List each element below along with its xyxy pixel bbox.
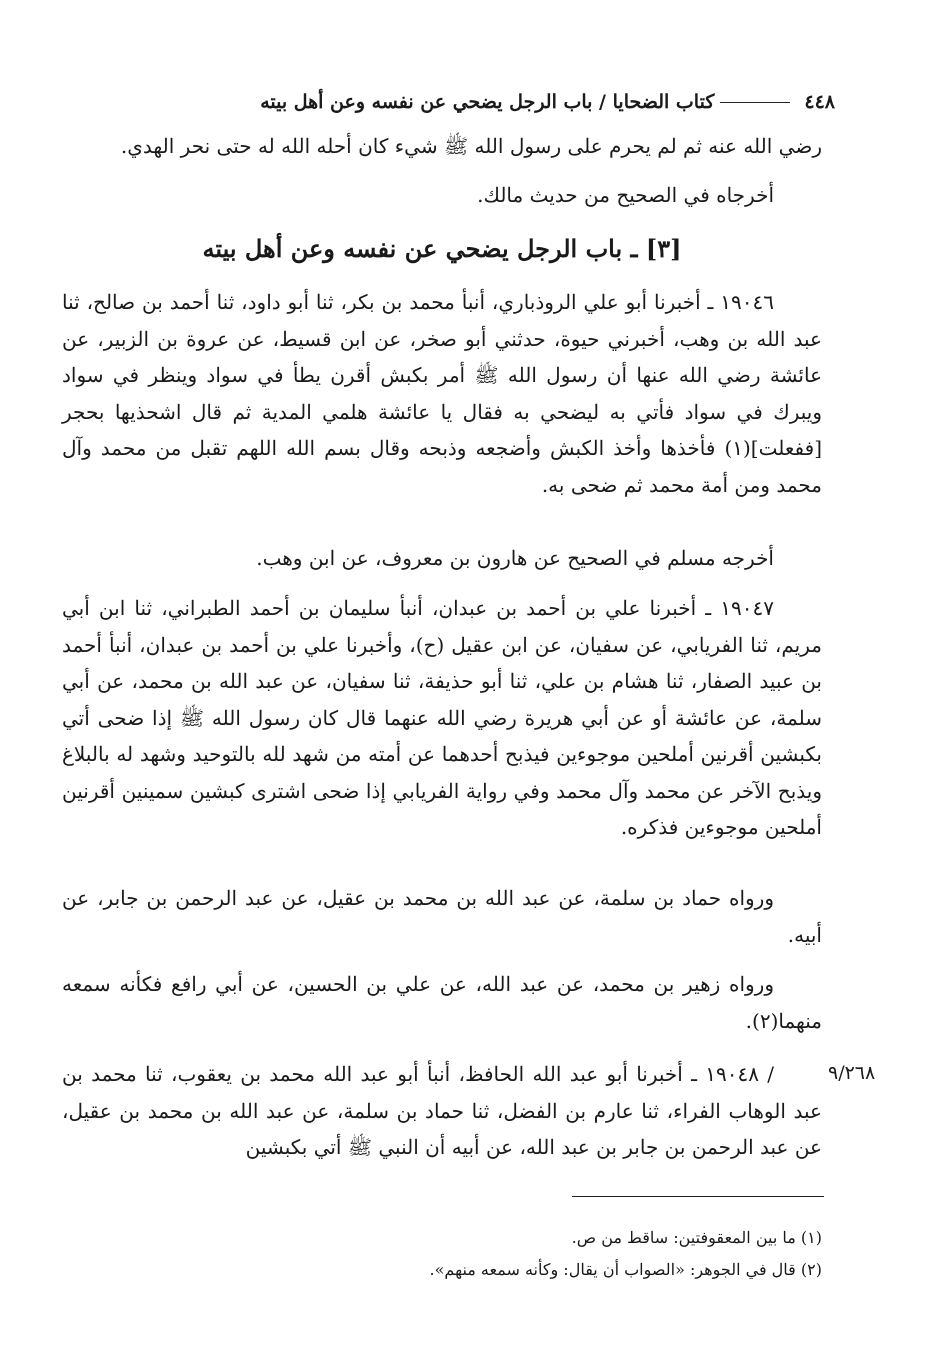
footnote-separator bbox=[572, 1196, 824, 1197]
hadith-19047: ١٩٠٤٧ ـ أخبرنا علي بن أحمد بن عبدان، أنبأ سليمان بن أحمد الطبراني، ثنا ابن أبي مريم، ثنا الفريابي، عن سفيان، عن ابن عقيل (ح)، وأخبرنا علي بن أحمد بن عبدان، أنبأ أحمد بن عبيد الصفار، ثنا هشام بن علي، ثنا أبو حذيفة، ثنا سفيان، عن عبد الله بن محمد، عن أبي سلمة، عن عائشة أو عن أبي هريرة رضي الله عنهما قال كان رسول الله ﷺ إذا ضحى أتي بكبشين أقرنين أملحين موجوءين فيذبح أحدهما عن أمته من شهد لله بالتوحيد وشهد له بالبلاغ ويذبح الآخر عن محمد وآل محمد وفي رواية الفريابي إذا ضحى اشترى كبشين سمينين أقرنين أملحين موجوءين فذكره. bbox=[62, 596, 822, 839]
margin-volume-page-note: ٩/٢٦٨ bbox=[828, 1062, 876, 1084]
paragraph-continuation: رضي الله عنه ثم لم يحرم على رسول الله ﷺ شيء كان أحله الله له حتى نحر الهدي. bbox=[120, 134, 822, 158]
paragraph-riwaya-2: ورواه زهير بن محمد، عن عبد الله، عن علي بن الحسين، عن أبي رافع فكأنه سمعه منهما(٢). bbox=[62, 972, 822, 1033]
footnotes bbox=[200, 1222, 822, 1286]
footnote-2: (٢) قال في الجوهر: «الصواب أن يقال: وكأنه سمعه منهم». bbox=[429, 1260, 822, 1279]
footnote-1: (١) ما بين المعقوفتين: ساقط من ص. bbox=[571, 1228, 822, 1247]
paragraph-takhrij-1: أخرجاه في الصحيح من حديث مالك. bbox=[477, 183, 774, 207]
header-rule bbox=[720, 102, 790, 103]
page-header bbox=[60, 82, 835, 122]
running-title: كتاب الضحايا / باب الرجل يضحي عن نفسه وعن أهل بيته bbox=[260, 91, 715, 113]
page-number: ٤٤٨ bbox=[804, 91, 835, 113]
section-heading: [٣] ـ باب الرجل يضحي عن نفسه وعن أهل بيته bbox=[202, 234, 682, 263]
paragraph-riwaya-1: ورواه حماد بن سلمة، عن عبد الله بن محمد بن عقيل، عن عبد الرحمن بن جابر، عن أبيه. bbox=[62, 886, 822, 947]
hadith-19048: / ١٩٠٤٨ ـ أخبرنا أبو عبد الله الحافظ، أنبأ أبو عبد الله محمد بن يعقوب، ثنا محمد بن عبد الوهاب الفراء، ثنا عارم بن الفضل، ثنا حماد بن سلمة، عن عبد الله بن محمد بن عقيل، عن عبد الرحمن بن جابر بن عبد الله، عن أبيه أن النبي ﷺ أتي بكبشين bbox=[62, 1062, 822, 1159]
paragraph-takhrij-2: أخرجه مسلم في الصحيح عن هارون بن معروف، عن ابن وهب. bbox=[256, 546, 774, 570]
hadith-19046: ١٩٠٤٦ ـ أخبرنا أبو علي الروذباري، أنبأ محمد بن بكر، ثنا أبو داود، ثنا أحمد بن صالح، ثنا عبد الله بن وهب، أخبرني حيوة، حدثني أبو صخر، عن ابن قسيط، عن عروة بن الزبير، عن عائشة رضي الله عنها أن رسول الله ﷺ أمر بكبش أقرن يطأ في سواد وينظر في سواد ويبرك في سواد فأتي به ليضحي به فقال يا عائشة هلمي المدية ثم قال اشحذيها بحجر [ففعلت](١) فأخذها وأخذ الكبش وأضجعه وذبحه وقال بسم الله اللهم تقبل من محمد وآل محمد ومن أمة محمد ثم ضحى به. bbox=[62, 290, 822, 497]
